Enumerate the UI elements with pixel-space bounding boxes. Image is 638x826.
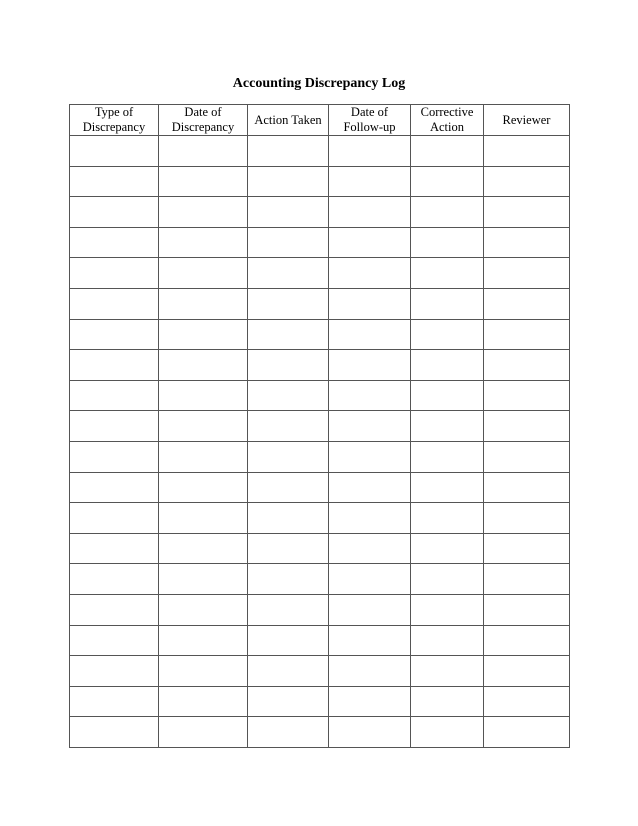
cell-reviewer[interactable] — [484, 717, 570, 748]
cell-corrective-action[interactable] — [411, 380, 484, 411]
cell-reviewer[interactable] — [484, 503, 570, 534]
cell-type-of-discrepancy[interactable] — [70, 380, 159, 411]
cell-action-taken[interactable] — [248, 533, 329, 564]
cell-date-of-discrepancy[interactable] — [159, 594, 248, 625]
cell-type-of-discrepancy[interactable] — [70, 319, 159, 350]
cell-action-taken[interactable] — [248, 656, 329, 687]
cell-date-of-follow-up[interactable] — [329, 288, 411, 319]
table-row — [70, 350, 570, 381]
cell-date-of-follow-up[interactable] — [329, 411, 411, 442]
cell-date-of-follow-up[interactable] — [329, 564, 411, 595]
cell-corrective-action[interactable] — [411, 166, 484, 197]
cell-reviewer[interactable] — [484, 350, 570, 381]
cell-reviewer[interactable] — [484, 288, 570, 319]
table-row — [70, 258, 570, 289]
cell-date-of-discrepancy[interactable] — [159, 319, 248, 350]
cell-type-of-discrepancy[interactable] — [70, 166, 159, 197]
cell-reviewer[interactable] — [484, 166, 570, 197]
table-row — [70, 441, 570, 472]
header-corrective-action: Corrective Action — [411, 105, 484, 136]
discrepancy-log-table — [69, 104, 570, 748]
cell-action-taken[interactable] — [248, 503, 329, 534]
table-row — [70, 227, 570, 258]
cell-date-of-follow-up[interactable] — [329, 503, 411, 534]
cell-corrective-action[interactable] — [411, 717, 484, 748]
cell-date-of-discrepancy[interactable] — [159, 350, 248, 381]
table-row — [70, 503, 570, 534]
table-row — [70, 564, 570, 595]
cell-date-of-discrepancy[interactable] — [159, 717, 248, 748]
cell-corrective-action[interactable] — [411, 594, 484, 625]
table-header-row — [70, 105, 570, 136]
header-reviewer: Reviewer — [484, 105, 570, 136]
cell-date-of-discrepancy[interactable] — [159, 411, 248, 442]
cell-corrective-action[interactable] — [411, 503, 484, 534]
document-title: Accounting Discrepancy Log — [232, 76, 406, 91]
cell-reviewer[interactable] — [484, 227, 570, 258]
cell-type-of-discrepancy[interactable] — [70, 350, 159, 381]
cell-date-of-discrepancy[interactable] — [159, 166, 248, 197]
cell-corrective-action[interactable] — [411, 411, 484, 442]
cell-reviewer[interactable] — [484, 319, 570, 350]
cell-type-of-discrepancy[interactable] — [70, 533, 159, 564]
cell-type-of-discrepancy[interactable] — [70, 625, 159, 656]
cell-corrective-action[interactable] — [411, 625, 484, 656]
cell-action-taken[interactable] — [248, 288, 329, 319]
cell-date-of-follow-up[interactable] — [329, 441, 411, 472]
cell-reviewer[interactable] — [484, 197, 570, 228]
cell-date-of-follow-up[interactable] — [329, 166, 411, 197]
cell-type-of-discrepancy[interactable] — [70, 258, 159, 289]
cell-type-of-discrepancy[interactable] — [70, 197, 159, 228]
cell-action-taken[interactable] — [248, 686, 329, 717]
cell-date-of-follow-up[interactable] — [329, 319, 411, 350]
table-row — [70, 411, 570, 442]
cell-corrective-action[interactable] — [411, 319, 484, 350]
table-row — [70, 472, 570, 503]
cell-type-of-discrepancy[interactable] — [70, 411, 159, 442]
cell-reviewer[interactable] — [484, 411, 570, 442]
table-row — [70, 533, 570, 564]
cell-action-taken[interactable] — [248, 441, 329, 472]
cell-reviewer[interactable] — [484, 136, 570, 167]
cell-date-of-discrepancy[interactable] — [159, 136, 248, 167]
cell-date-of-follow-up[interactable] — [329, 136, 411, 167]
cell-reviewer[interactable] — [484, 441, 570, 472]
cell-corrective-action[interactable] — [411, 288, 484, 319]
cell-date-of-discrepancy[interactable] — [159, 503, 248, 534]
table-row — [70, 380, 570, 411]
cell-corrective-action[interactable] — [411, 197, 484, 228]
cell-action-taken[interactable] — [248, 472, 329, 503]
cell-corrective-action[interactable] — [411, 441, 484, 472]
cell-type-of-discrepancy[interactable] — [70, 227, 159, 258]
cell-date-of-follow-up[interactable] — [329, 533, 411, 564]
header-date-of-follow-up: Date of Follow-up — [329, 105, 411, 136]
cell-action-taken[interactable] — [248, 350, 329, 381]
cell-corrective-action[interactable] — [411, 686, 484, 717]
table-row — [70, 197, 570, 228]
cell-date-of-follow-up[interactable] — [329, 594, 411, 625]
table-row — [70, 166, 570, 197]
cell-corrective-action[interactable] — [411, 564, 484, 595]
cell-date-of-follow-up[interactable] — [329, 227, 411, 258]
cell-corrective-action[interactable] — [411, 227, 484, 258]
cell-type-of-discrepancy[interactable] — [70, 472, 159, 503]
cell-date-of-follow-up[interactable] — [329, 656, 411, 687]
cell-corrective-action[interactable] — [411, 258, 484, 289]
cell-date-of-discrepancy[interactable] — [159, 472, 248, 503]
cell-action-taken[interactable] — [248, 380, 329, 411]
cell-date-of-follow-up[interactable] — [329, 380, 411, 411]
cell-reviewer[interactable] — [484, 533, 570, 564]
cell-reviewer[interactable] — [484, 656, 570, 687]
cell-action-taken[interactable] — [248, 258, 329, 289]
cell-type-of-discrepancy[interactable] — [70, 594, 159, 625]
cell-date-of-follow-up[interactable] — [329, 350, 411, 381]
table-row — [70, 319, 570, 350]
cell-reviewer[interactable] — [484, 594, 570, 625]
cell-date-of-discrepancy[interactable] — [159, 380, 248, 411]
cell-date-of-discrepancy[interactable] — [159, 288, 248, 319]
cell-date-of-discrepancy[interactable] — [159, 533, 248, 564]
cell-action-taken[interactable] — [248, 594, 329, 625]
cell-type-of-discrepancy[interactable] — [70, 656, 159, 687]
cell-corrective-action[interactable] — [411, 656, 484, 687]
cell-type-of-discrepancy[interactable] — [70, 136, 159, 167]
cell-action-taken[interactable] — [248, 625, 329, 656]
cell-date-of-follow-up[interactable] — [329, 686, 411, 717]
cell-action-taken[interactable] — [248, 319, 329, 350]
cell-reviewer[interactable] — [484, 380, 570, 411]
table-body — [70, 136, 570, 748]
table-row — [70, 686, 570, 717]
cell-action-taken[interactable] — [248, 717, 329, 748]
cell-date-of-follow-up[interactable] — [329, 258, 411, 289]
header-date-of-discrepancy: Date of Discrepancy — [159, 105, 248, 136]
cell-date-of-follow-up[interactable] — [329, 472, 411, 503]
cell-date-of-discrepancy[interactable] — [159, 625, 248, 656]
cell-type-of-discrepancy[interactable] — [70, 717, 159, 748]
cell-action-taken[interactable] — [248, 136, 329, 167]
cell-date-of-discrepancy[interactable] — [159, 227, 248, 258]
cell-action-taken[interactable] — [248, 197, 329, 228]
table-row — [70, 136, 570, 167]
cell-type-of-discrepancy[interactable] — [70, 564, 159, 595]
cell-reviewer[interactable] — [484, 686, 570, 717]
cell-date-of-discrepancy[interactable] — [159, 564, 248, 595]
cell-action-taken[interactable] — [248, 564, 329, 595]
cell-date-of-discrepancy[interactable] — [159, 686, 248, 717]
cell-reviewer[interactable] — [484, 258, 570, 289]
cell-date-of-follow-up[interactable] — [329, 625, 411, 656]
cell-action-taken[interactable] — [248, 411, 329, 442]
cell-corrective-action[interactable] — [411, 533, 484, 564]
header-type-of-discrepancy: Type of Discrepancy — [70, 105, 159, 136]
cell-type-of-discrepancy[interactable] — [70, 441, 159, 472]
cell-reviewer[interactable] — [484, 472, 570, 503]
header-action-taken: Action Taken — [248, 105, 329, 136]
cell-corrective-action[interactable] — [411, 350, 484, 381]
cell-action-taken[interactable] — [248, 166, 329, 197]
cell-date-of-discrepancy[interactable] — [159, 441, 248, 472]
table-row — [70, 656, 570, 687]
cell-date-of-discrepancy[interactable] — [159, 258, 248, 289]
cell-reviewer[interactable] — [484, 564, 570, 595]
cell-date-of-follow-up[interactable] — [329, 197, 411, 228]
cell-reviewer[interactable] — [484, 625, 570, 656]
cell-corrective-action[interactable] — [411, 472, 484, 503]
cell-corrective-action[interactable] — [411, 136, 484, 167]
table-row — [70, 625, 570, 656]
cell-type-of-discrepancy[interactable] — [70, 686, 159, 717]
table-row — [70, 594, 570, 625]
table-row — [70, 717, 570, 748]
cell-date-of-discrepancy[interactable] — [159, 197, 248, 228]
table-row — [70, 288, 570, 319]
cell-date-of-follow-up[interactable] — [329, 717, 411, 748]
cell-type-of-discrepancy[interactable] — [70, 503, 159, 534]
cell-date-of-discrepancy[interactable] — [159, 656, 248, 687]
cell-type-of-discrepancy[interactable] — [70, 288, 159, 319]
cell-action-taken[interactable] — [248, 227, 329, 258]
